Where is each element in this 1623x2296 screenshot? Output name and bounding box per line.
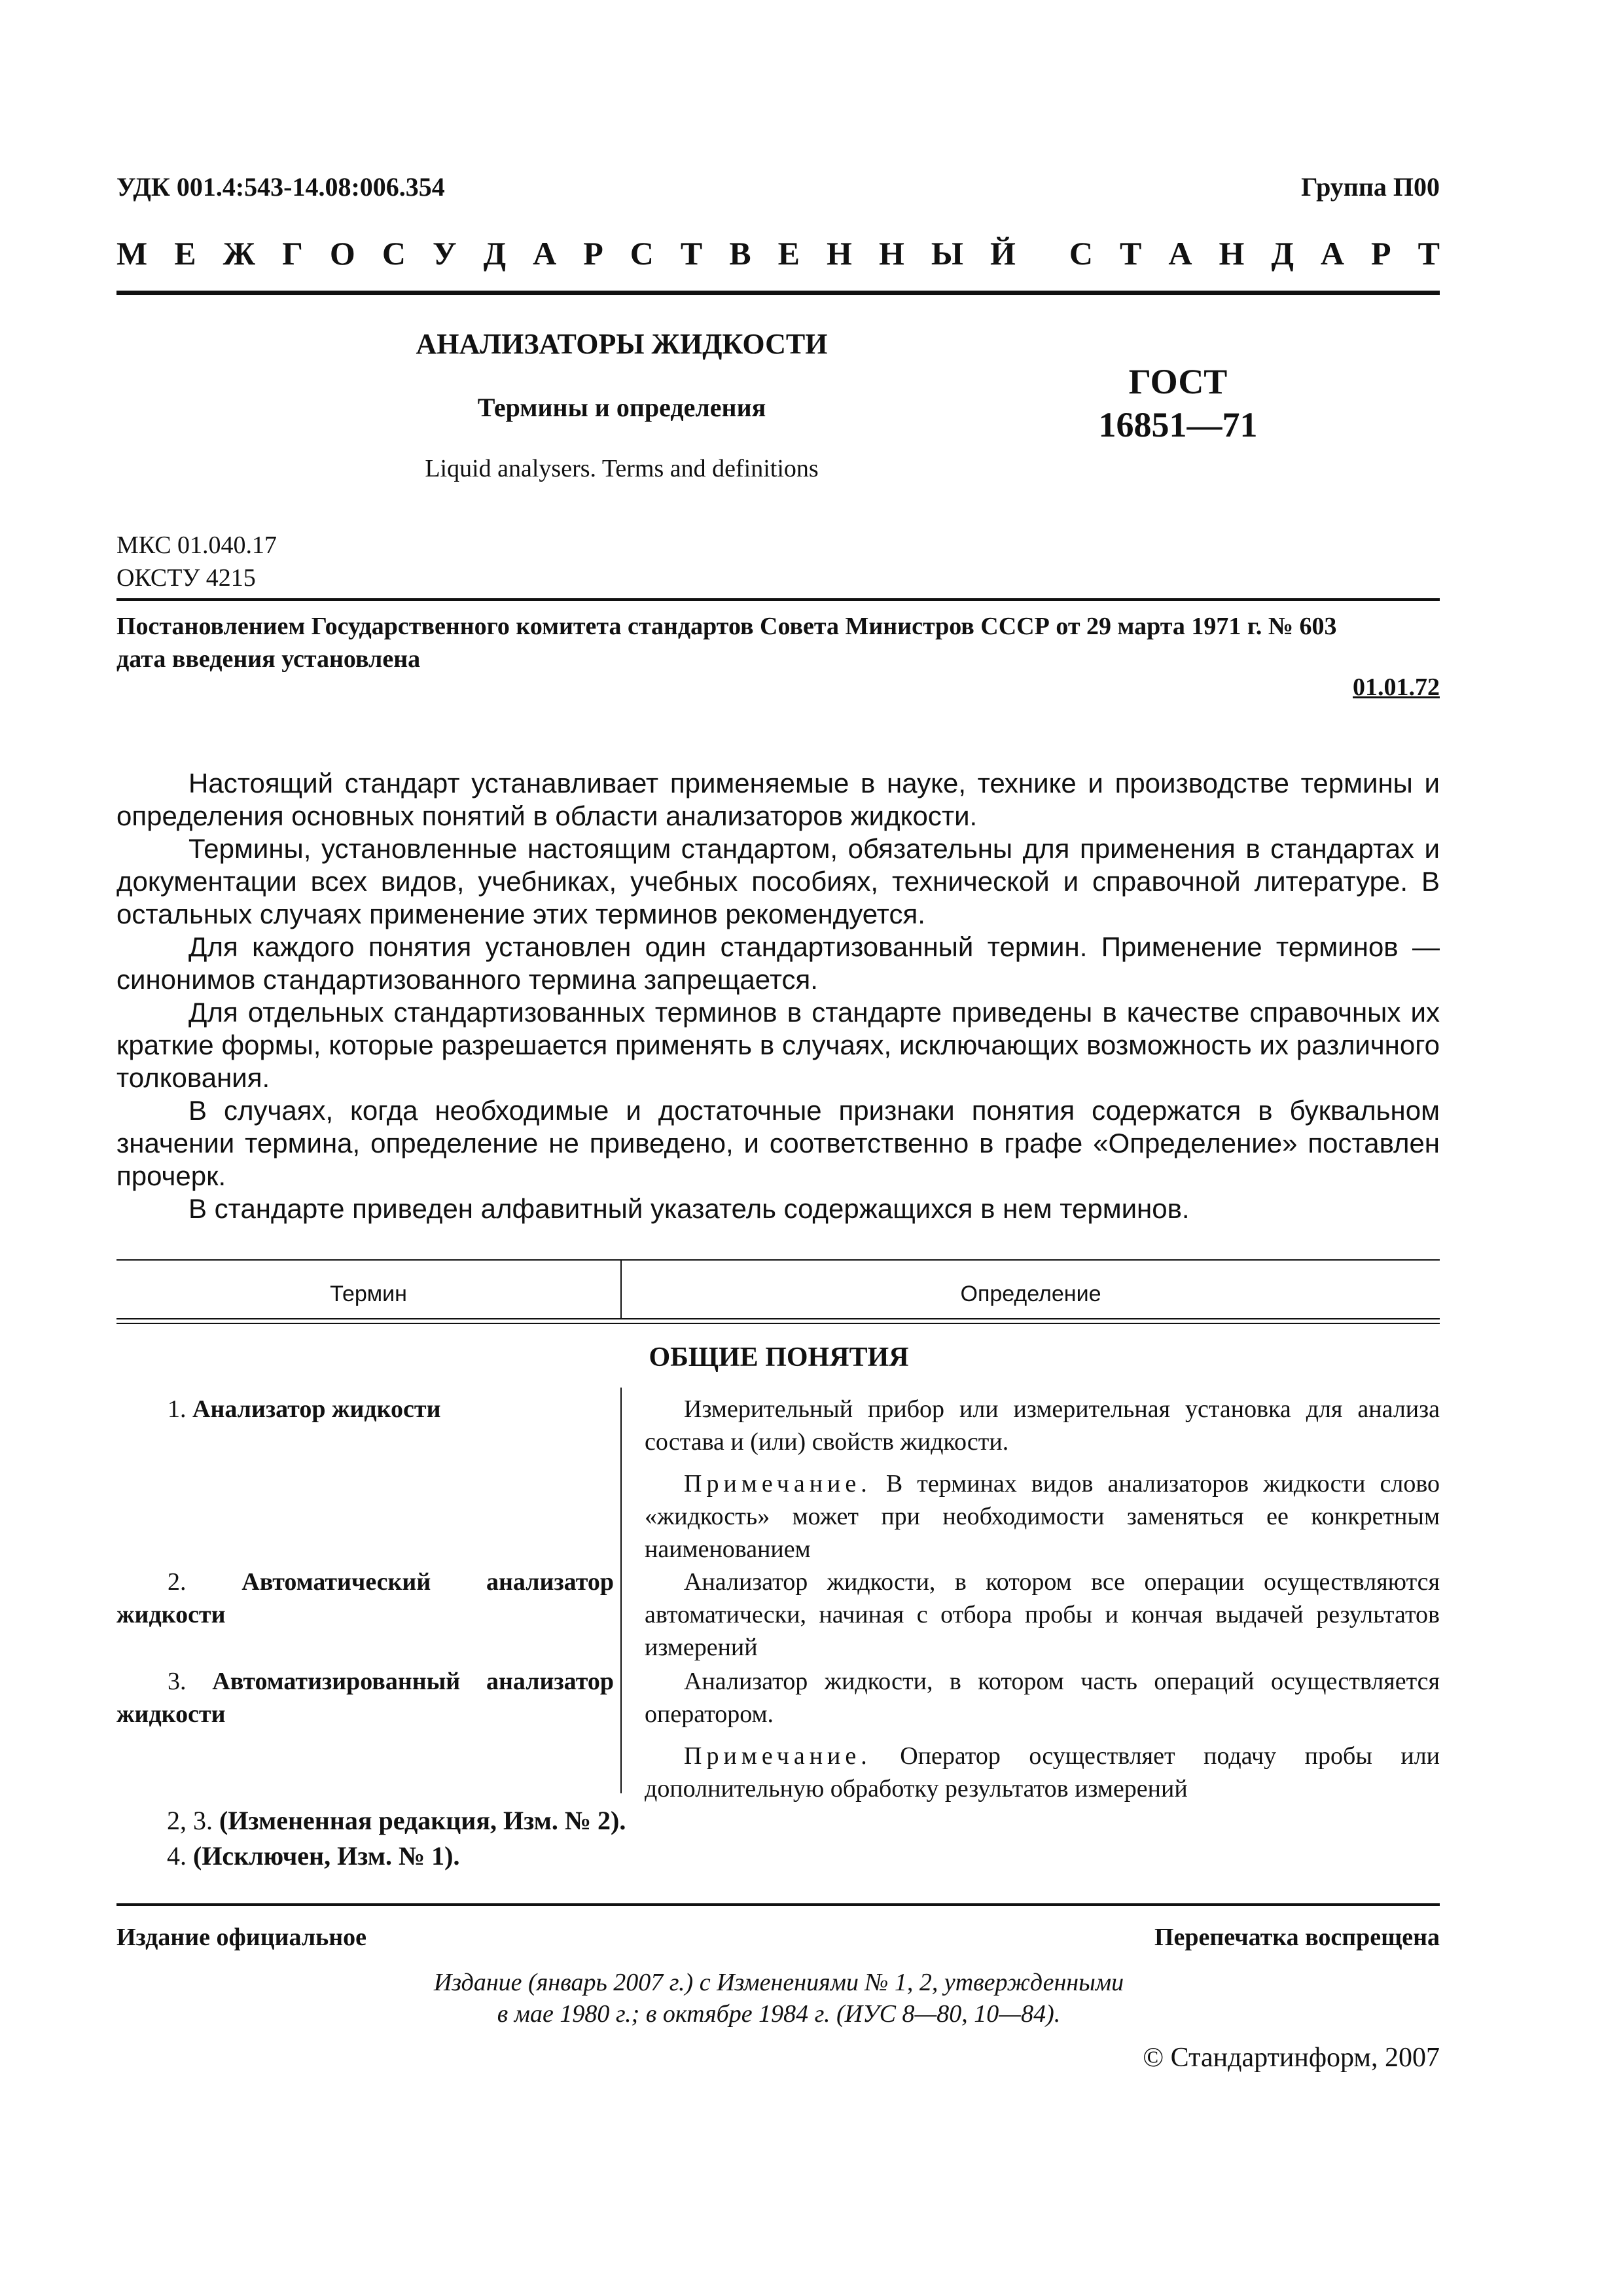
copyright: © Стандартинформ, 2007 [1143, 2043, 1440, 2073]
table-top-rule [116, 1259, 1440, 1261]
table-header-rule-double [116, 1323, 1440, 1324]
official-edition-label: Издание официальное [116, 1924, 367, 1951]
decree-block [116, 610, 1440, 675]
heading-letter: А [533, 235, 557, 272]
definition-text: Анализатор жидкости, в котором часть операций осуществляется оператором. [645, 1668, 1440, 1728]
change-note-number: 2, 3. [167, 1806, 213, 1835]
edition-info [118, 1967, 1440, 2030]
term-name: Анализатор жидкости [192, 1395, 441, 1423]
change-note [167, 1803, 626, 1839]
table-header-rule [116, 1318, 1440, 1319]
mks-code: МКС 01.040.17 [116, 531, 277, 559]
column-header-term: Термин [330, 1282, 407, 1306]
gost-number: 16851—71 [1098, 405, 1258, 444]
term-number: 1. [168, 1395, 187, 1423]
gost-designation [1014, 360, 1342, 446]
heading-letter: Н [827, 235, 852, 272]
heading-letter: М [116, 235, 148, 272]
table-row-term [116, 1566, 614, 1631]
heading-letter: У [432, 235, 457, 272]
intro-paragraph: Настоящий стандарт устанавливает применяемые в науке, технике и производстве термины и определения основных понятий в области анализаторов жидкости. [116, 768, 1440, 831]
intro-paragraph: В случаях, когда необходимые и достаточные признаки понятия содержатся в буквальном значении термина, определение не приведено, и соответственно в графе «Определение» поставлен прочерк. [116, 1095, 1440, 1191]
doc-title-english: Liquid analysers. Terms and definitions [425, 455, 819, 482]
classifier-rule [116, 598, 1440, 601]
udk-code: УДК 001.4:543-14.08:006.354 [116, 172, 445, 202]
note-label: Примечание. [684, 1470, 872, 1498]
heading-letter: С [630, 235, 654, 272]
heading-letter: А [1168, 235, 1192, 272]
term-name: Автоматический анализатор жидкости [116, 1568, 614, 1628]
heading-letter: Т [1120, 235, 1142, 272]
heading-letter: Н [1219, 235, 1245, 272]
heading-letter: Н [878, 235, 904, 272]
intro-paragraph: В стандарте приведен алфавитный указатель содержащихся в нем терминов. [188, 1193, 1190, 1224]
heading-letter: О [329, 235, 355, 272]
heading-letter: Т [1418, 235, 1440, 272]
heading-letter: С [1069, 235, 1094, 272]
definition-note [645, 1467, 1440, 1566]
okstu-code: ОКСТУ 4215 [116, 564, 256, 592]
change-notes [167, 1803, 626, 1874]
intro-paragraph: Для каждого понятия установлен один стандартизованный термин. Применение терминов — синонимов стандартизованного термина запрещается. [116, 931, 1440, 995]
decree-date-label: дата введения установлена [116, 645, 421, 673]
introduction-text [116, 767, 1440, 1225]
header-rule [116, 291, 1440, 295]
decree-text: Постановлением Государственного комитета стандартов Совета Министров СССР от 29 марта 1971 г. № 603 [116, 613, 1337, 640]
gost-label: ГОСТ [1128, 362, 1228, 401]
doc-subtitle: Термины и определения [477, 393, 766, 422]
heading-letter: Д [483, 235, 507, 272]
table-row-term [116, 1665, 614, 1731]
doc-title: АНАЛИЗАТОРЫ ЖИДКОСТИ [416, 328, 828, 360]
heading-letter: С [382, 235, 406, 272]
column-header-definition: Определение [960, 1282, 1101, 1306]
change-note-text: (Измененная редакция, Изм. № 2). [219, 1806, 626, 1835]
term-name: Автоматизированный анализатор жидкости [116, 1668, 615, 1728]
heading-letter: Д [1271, 235, 1294, 272]
term-number: 2. [168, 1568, 187, 1596]
intro-paragraph: Термины, установленные настоящим стандартом, обязательны для применения в стандартах и документации всех видов, учебниках, учебных пособиях, технической и справочной литературе. В остальных случаях применение этих терминов рекомендуется. [116, 833, 1440, 929]
table-row-term [116, 1393, 614, 1426]
edition-line: Издание (январь 2007 г.) с Изменениями № 1, 2, утвержденными [433, 1969, 1124, 1996]
heading-letter: Й [990, 235, 1016, 272]
table-row-definition [645, 1393, 1440, 1566]
definition-text: Анализатор жидкости, в котором все операции осуществляются автоматически, начиная с отбора пробы и кончая выдачей результатов измерений [645, 1568, 1440, 1661]
interstate-standard-heading [116, 234, 1440, 272]
heading-letter: Т [680, 235, 703, 272]
change-note-text: (Исключен, Изм. № 1). [193, 1841, 460, 1871]
edition-line: в мае 1980 г.; в октябре 1984 г. (ИУС 8—80, 10—84). [497, 2000, 1061, 2028]
heading-letter: В [729, 235, 751, 272]
definition-note [645, 1740, 1440, 1805]
section-heading: ОБЩИЕ ПОНЯТИЯ [649, 1342, 909, 1372]
introduction-date: 01.01.72 [1353, 673, 1440, 701]
table-row-definition [645, 1665, 1440, 1805]
title-block [262, 327, 982, 483]
heading-letter: Г [282, 235, 303, 272]
heading-letter: Р [583, 235, 603, 272]
heading-letter: Е [174, 235, 196, 272]
group-code: Группа П00 [1301, 172, 1440, 202]
heading-letter: А [1320, 235, 1344, 272]
table-body-divider [620, 1388, 622, 1793]
definition-text: Измерительный прибор или измерительная установка для анализа состава и (или) свойств жидкости. [645, 1395, 1440, 1456]
footer-rule [116, 1903, 1440, 1906]
note-text: Оператор осуществляет подачу пробы или дополнительную обработку результатов измерений [645, 1742, 1440, 1803]
heading-letter: Е [777, 235, 800, 272]
reprint-prohibited-label: Перепечатка воспрещена [1154, 1924, 1440, 1951]
term-number: 3. [168, 1668, 187, 1695]
note-label: Примечание. [684, 1742, 872, 1770]
classifiers [116, 529, 277, 594]
table-row-definition [645, 1566, 1440, 1664]
change-note [167, 1839, 626, 1874]
heading-letter: Р [1371, 235, 1391, 272]
heading-letter: Ж [223, 235, 256, 272]
change-note-number: 4. [167, 1841, 187, 1871]
intro-paragraph: Для отдельных стандартизованных терминов в стандарте приведены в качестве справочных их краткие формы, которые разрешается применять в случаях, исключающих возможность их различного толкования. [116, 997, 1440, 1093]
note-text: В терминах видов анализаторов жидкости слово «жидкость» может при необходимости заменяться ее конкретным наименованием [645, 1470, 1440, 1563]
heading-letter: Ы [931, 235, 963, 272]
